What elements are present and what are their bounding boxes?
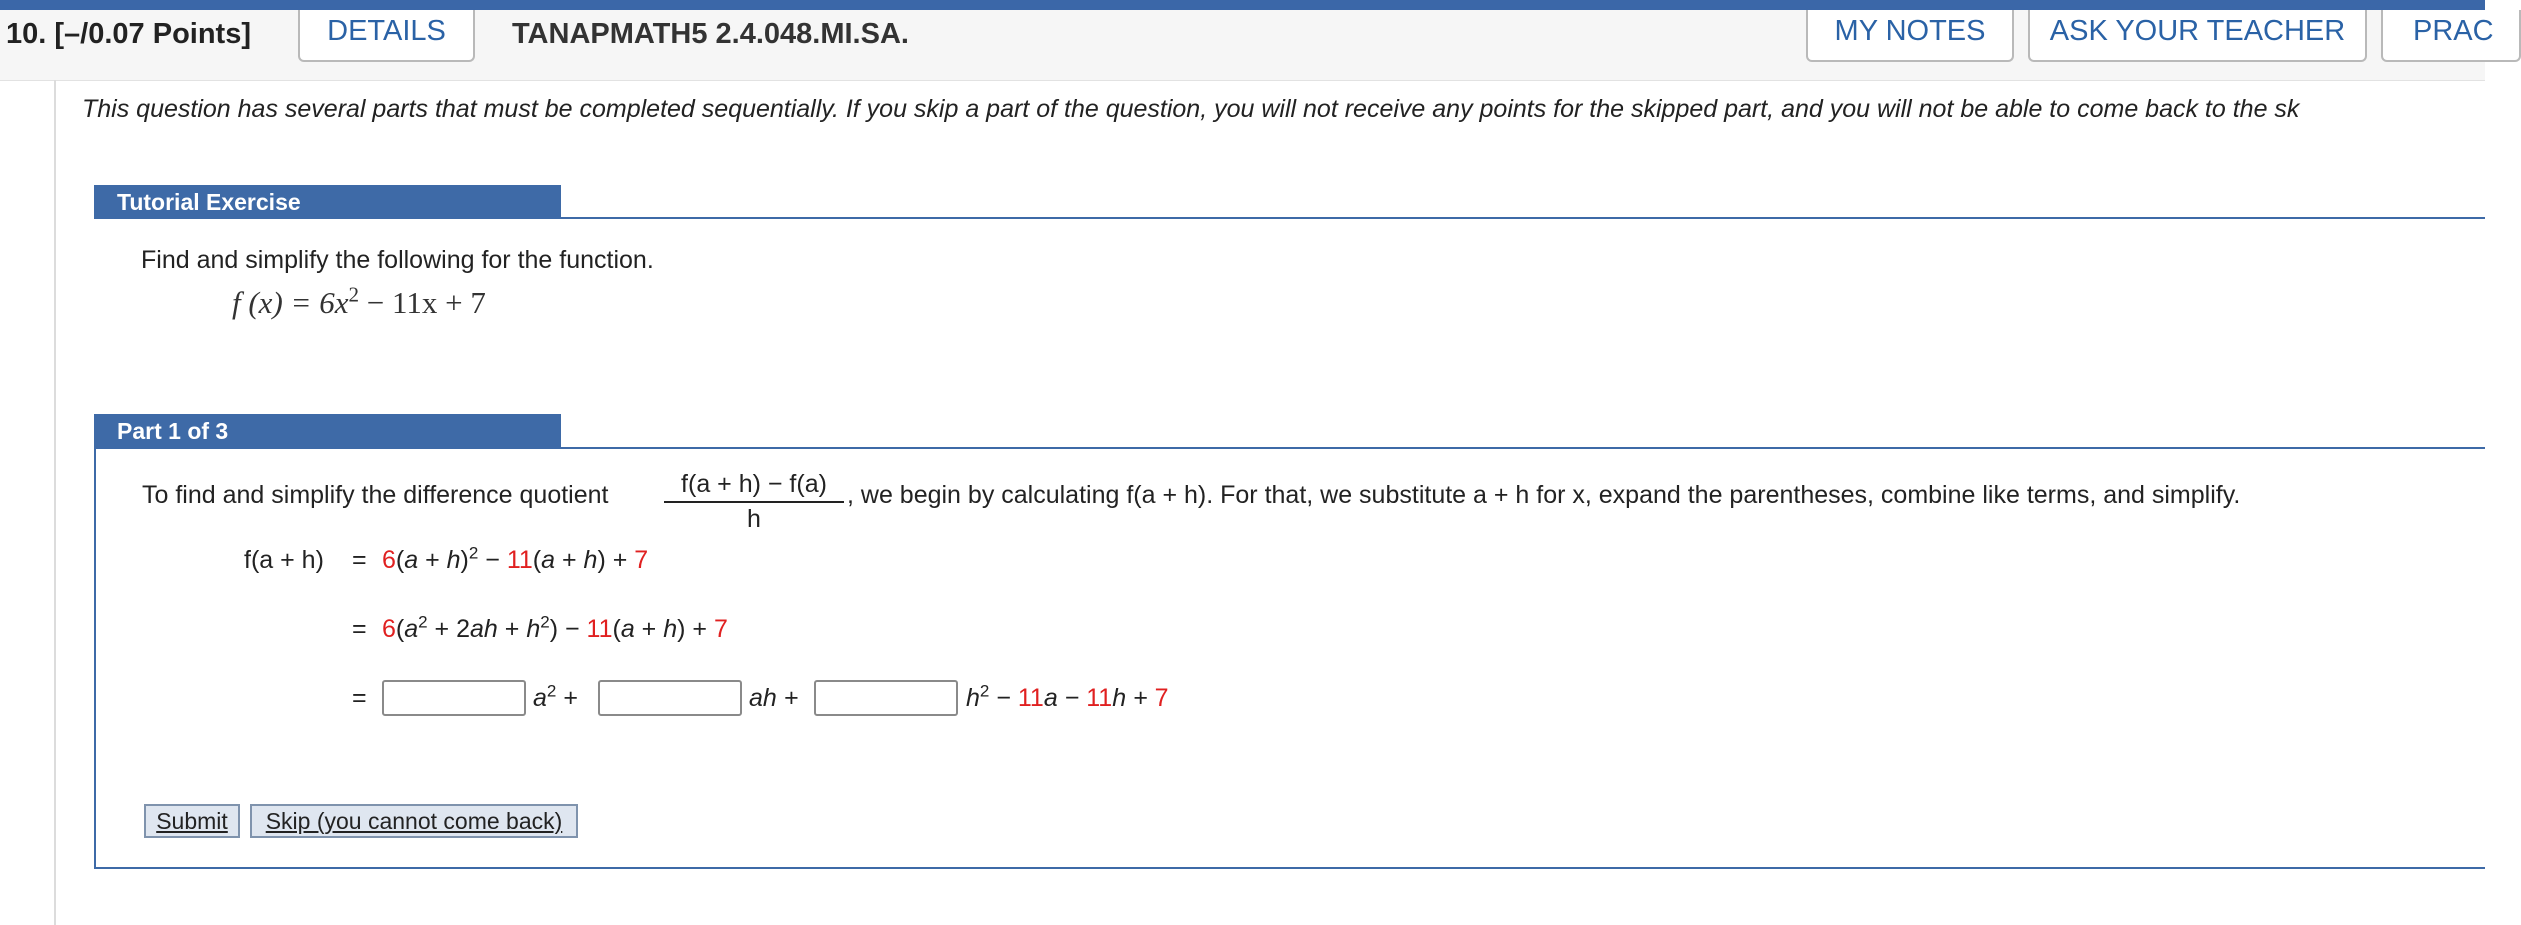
exp-2: 2 xyxy=(540,612,550,632)
points-label: [–/0.07 Points] xyxy=(54,18,252,50)
const-7: 7 xyxy=(713,615,728,643)
difference-quotient xyxy=(664,470,844,534)
ask-teacher-button[interactable]: ASK YOUR TEACHER xyxy=(2028,10,2367,62)
question-number: 10. xyxy=(6,18,47,50)
tutorial-heading: Tutorial Exercise xyxy=(94,185,561,219)
ah-var: ah + xyxy=(749,684,799,712)
left-rule xyxy=(54,80,56,925)
quotient-denominator: h xyxy=(747,505,761,533)
tutorial-divider xyxy=(94,217,2485,219)
step1-lhs: f(a + h) xyxy=(244,546,324,574)
minus-sign: − xyxy=(989,684,1018,712)
a-var: a xyxy=(533,684,547,712)
problem-id: TANAPMATH5 2.4.048.MI.SA. xyxy=(512,18,909,50)
plus-sign: + xyxy=(563,684,578,712)
function-lhs: f (x) = 6x xyxy=(232,285,349,320)
details-button[interactable]: DETAILS xyxy=(298,10,475,62)
exp-2: 2 xyxy=(418,612,428,632)
step2-equals: = xyxy=(352,615,367,643)
step2-expression: $6(a^2 + 2ah + h^2) - 11(a + h) + 7$ xyxy=(382,612,728,643)
step1-equals: = xyxy=(352,546,367,574)
my-notes-button[interactable]: MY NOTES xyxy=(1806,10,2014,62)
question-points xyxy=(6,18,251,51)
submit-button[interactable]: Submit xyxy=(144,804,240,838)
coef-11: 11 xyxy=(1017,684,1044,712)
a2-coefficient-input[interactable] xyxy=(382,680,526,716)
step1-expression: $6(a + h)^2 - 11(a + h) + 7$ xyxy=(382,543,649,574)
tutorial-instruction: Find and simplify the following for the function. xyxy=(141,246,654,274)
function-exponent: 2 xyxy=(348,282,359,307)
coef-11: 11 xyxy=(506,546,533,574)
function-definition xyxy=(232,282,486,321)
a-minus: a − xyxy=(1043,684,1087,712)
sequential-notice: This question has several parts that must be completed sequentially. If you skip a part of the question, you will not receive any points for the skipped part, and you will not be able to come back to the sk xyxy=(82,95,2300,123)
exp-2: 2 xyxy=(468,543,479,563)
part-intro-before: To find and simplify the difference quotient xyxy=(142,481,609,509)
question-header xyxy=(0,10,2494,81)
h2-coefficient-input[interactable] xyxy=(814,680,958,716)
step3-equals: = xyxy=(352,684,367,712)
h-plus: h + xyxy=(1112,684,1155,712)
const-7: 7 xyxy=(634,546,649,574)
ah-term xyxy=(749,684,798,713)
a-squared-term xyxy=(533,681,578,713)
coef-6: 6 xyxy=(382,615,396,643)
exp-2: 2 xyxy=(979,681,990,701)
const-7: 7 xyxy=(1154,684,1169,712)
coef-6: 6 xyxy=(382,546,396,574)
coef-11: 11 xyxy=(586,615,613,643)
h-squared-tail xyxy=(966,681,1169,713)
exp-2: 2 xyxy=(546,681,557,701)
quotient-numerator: f(a + h) − f(a) xyxy=(664,470,844,503)
skip-button[interactable]: Skip (you cannot come back) xyxy=(250,804,578,838)
top-accent-bar xyxy=(0,0,2485,10)
function-rhs: − 11x + 7 xyxy=(359,285,486,320)
part-heading: Part 1 of 3 xyxy=(94,414,561,448)
h-var: h xyxy=(966,684,980,712)
practice-button[interactable]: PRAC xyxy=(2381,10,2521,62)
ah-coefficient-input[interactable] xyxy=(598,680,742,716)
part-intro-after: , we begin by calculating f(a + h). For that, we substitute a + h for x, expand the parentheses, combine like terms, and simplify. xyxy=(847,481,2241,509)
coef-11: 11 xyxy=(1086,684,1113,712)
